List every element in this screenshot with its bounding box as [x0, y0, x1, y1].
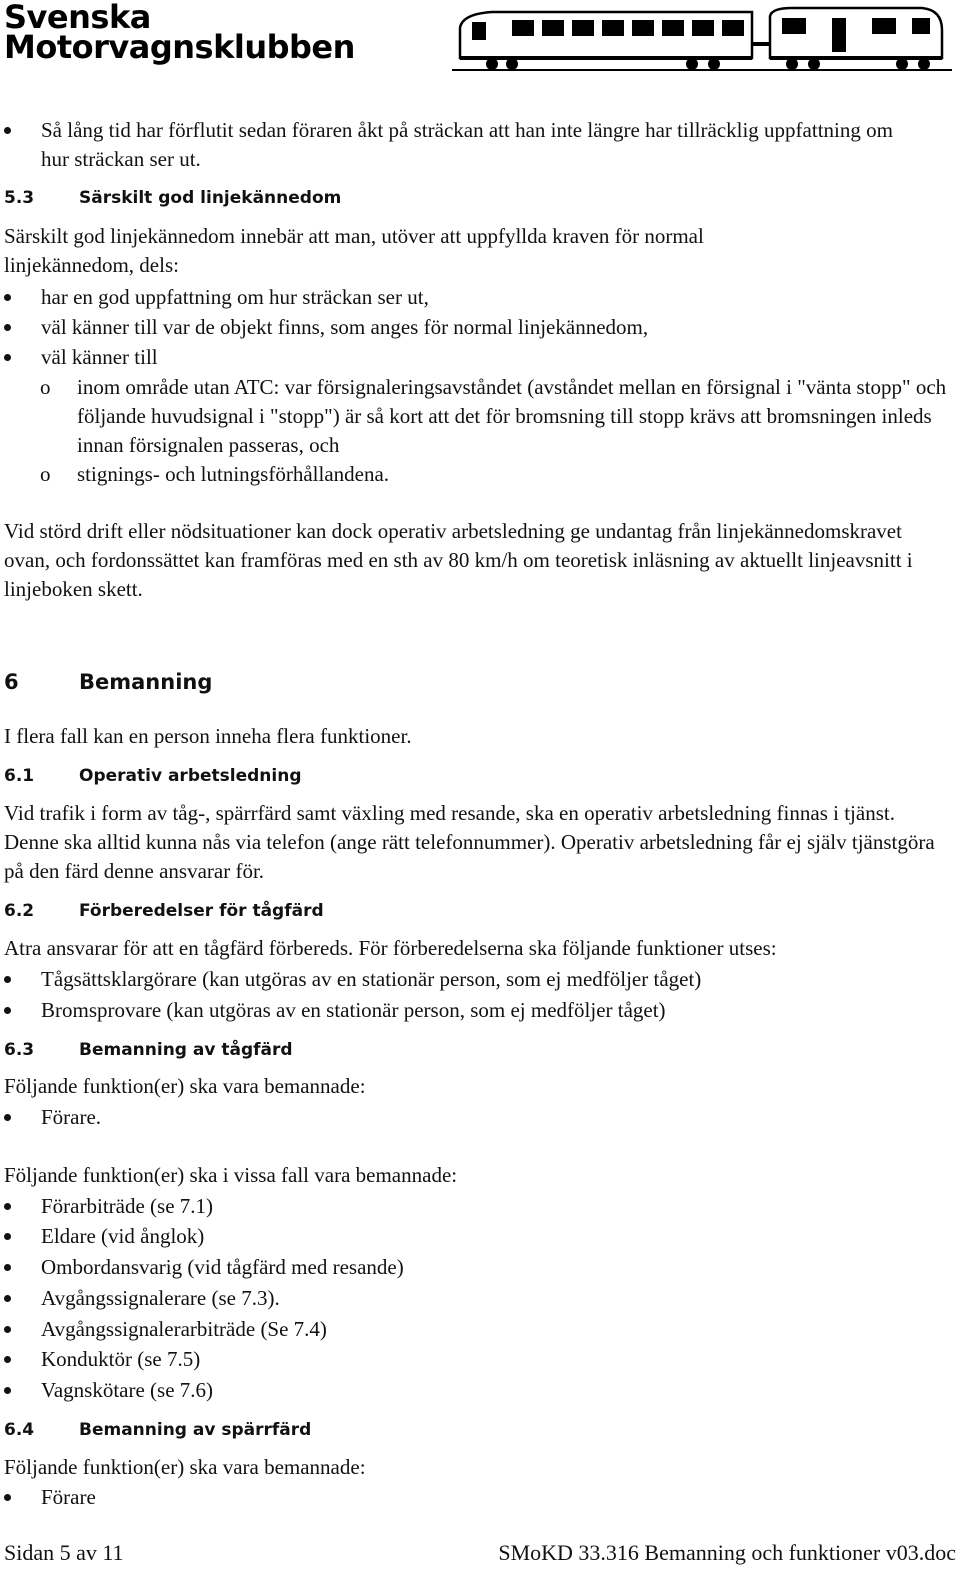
section-number: 6.4 [4, 1420, 35, 1440]
section-heading-6 [4, 670, 212, 694]
sub-list-item-text: inom område utan ATC: var försignaleringsavståndet (avståndet mellan en försignal i "vänta stopp" och följande huvudsignal i "stopp") är så kort att det för bromsning till stopp krävs att bromsningen inleds innan försignalen passeras, och [77, 375, 947, 457]
list-item-text: Ombordansvarig (vid tågfärd med resande) [41, 1255, 404, 1279]
logo-line-1: Svenska [4, 0, 151, 36]
paragraph: I flera fall kan en person inneha flera funktioner. [4, 724, 412, 748]
paragraph: Följande funktion(er) ska i vissa fall vara bemannade: [4, 1163, 458, 1187]
section-heading-6-4 [4, 1420, 311, 1440]
list-item-text: väl känner till [41, 345, 158, 369]
list-item-text: Bromsprovare (kan utgöras av en stationär person, som ej medföljer tåget) [41, 998, 666, 1022]
bullet-icon [4, 1007, 11, 1014]
bullet-icon [4, 1203, 11, 1210]
section-heading-6-1 [4, 766, 302, 786]
section-number: 6 [4, 670, 19, 694]
paragraph: Vid trafik i form av tåg-, spärrfärd samt växling med resande, ska en operativ arbetsledning finnas i tjänst. Denne ska alltid kunna nås via telefon (ange rätt telefonnummer). Operativ arbetsledning får ej själv tjänstgöra på den färd denne ansvarar för. [4, 801, 935, 883]
list-item-text: Eldare (vid ånglok) [41, 1224, 205, 1248]
list-item-text: Avgångssignalerare (se 7.3). [41, 1286, 280, 1310]
list-item-text: Så lång tid har förflutit sedan föraren åkt på sträckan att han inte längre har tillräcklig uppfattning om hur sträckan ser ut. [41, 118, 893, 171]
bullet-icon [4, 294, 11, 301]
paragraph: Atra ansvarar för att en tågfärd förbereds. För förberedelserna ska följande funktioner utses: [4, 936, 777, 960]
section-title: Bemanning [79, 670, 213, 694]
circle-bullet-icon: o [40, 462, 51, 486]
section-title: Bemanning av spärrfärd [79, 1420, 312, 1440]
club-logo [4, 0, 355, 66]
train-illustration-icon [452, 2, 952, 72]
logo-line-2: Motorvagnsklubben [4, 28, 355, 66]
footer-document-name: SMoKD 33.316 Bemanning och funktioner v03.doc [498, 1540, 956, 1565]
list-item-text: Vagnskötare (se 7.6) [41, 1378, 214, 1402]
section-title: Bemanning av tågfärd [79, 1040, 293, 1060]
list-item-text: Konduktör (se 7.5) [41, 1347, 201, 1371]
paragraph: linjekännedom, dels: [4, 253, 179, 277]
bullet-icon [4, 1295, 11, 1302]
sub-list-item-text: stignings- och lutningsförhållandena. [77, 462, 390, 486]
paragraph: Följande funktion(er) ska vara bemannade: [4, 1074, 366, 1098]
section-number: 6.2 [4, 901, 35, 921]
section-title: Operativ arbetsledning [79, 766, 302, 786]
bullet-icon [4, 1387, 11, 1394]
list-item-text: Förare [41, 1485, 96, 1509]
bullet-icon [4, 1326, 11, 1333]
section-title: Förberedelser för tågfärd [79, 901, 324, 921]
bullet-icon [4, 976, 11, 983]
section-number: 6.1 [4, 766, 35, 786]
paragraph: Vid störd drift eller nödsituationer kan dock operativ arbetsledning ge undantag från linjekännedomskravet ovan, och fordonssättet kan framföras med en sth av 80 km/h om teoretisk inläsning av aktuellt linjeavsnitt i linjeboken skett. [4, 519, 913, 601]
section-title: Särskilt god linjekännedom [79, 188, 342, 208]
bullet-icon [4, 324, 11, 331]
bullet-icon [4, 1494, 11, 1501]
section-heading-5-3 [4, 188, 341, 208]
list-item-text: Förare. [41, 1105, 102, 1129]
list-item-text: har en god uppfattning om hur sträckan ser ut, [41, 285, 429, 309]
paragraph: Följande funktion(er) ska vara bemannade: [4, 1455, 366, 1479]
section-number: 5.3 [4, 188, 35, 208]
circle-bullet-icon: o [40, 375, 51, 399]
bullet-icon [4, 1264, 11, 1271]
footer-page-number: Sidan 5 av 11 [4, 1540, 124, 1565]
bullet-icon [4, 127, 11, 134]
section-heading-6-2 [4, 901, 324, 921]
list-item-text: Tågsättsklargörare (kan utgöras av en stationär person, som ej medföljer tåget) [41, 967, 702, 991]
bullet-icon [4, 1233, 11, 1240]
bullet-icon [4, 1114, 11, 1121]
list-item-text: Avgångssignalerarbiträde (Se 7.4) [41, 1317, 327, 1341]
bullet-icon [4, 1356, 11, 1363]
list-item-text: väl känner till var de objekt finns, som anges för normal linjekännedom, [41, 315, 649, 339]
list-item-text: Förarbiträde (se 7.1) [41, 1194, 214, 1218]
bullet-icon [4, 354, 11, 361]
section-number: 6.3 [4, 1040, 35, 1060]
section-heading-6-3 [4, 1040, 293, 1060]
paragraph: Särskilt god linjekännedom innebär att man, utöver att uppfyllda kraven för normal [4, 224, 704, 248]
